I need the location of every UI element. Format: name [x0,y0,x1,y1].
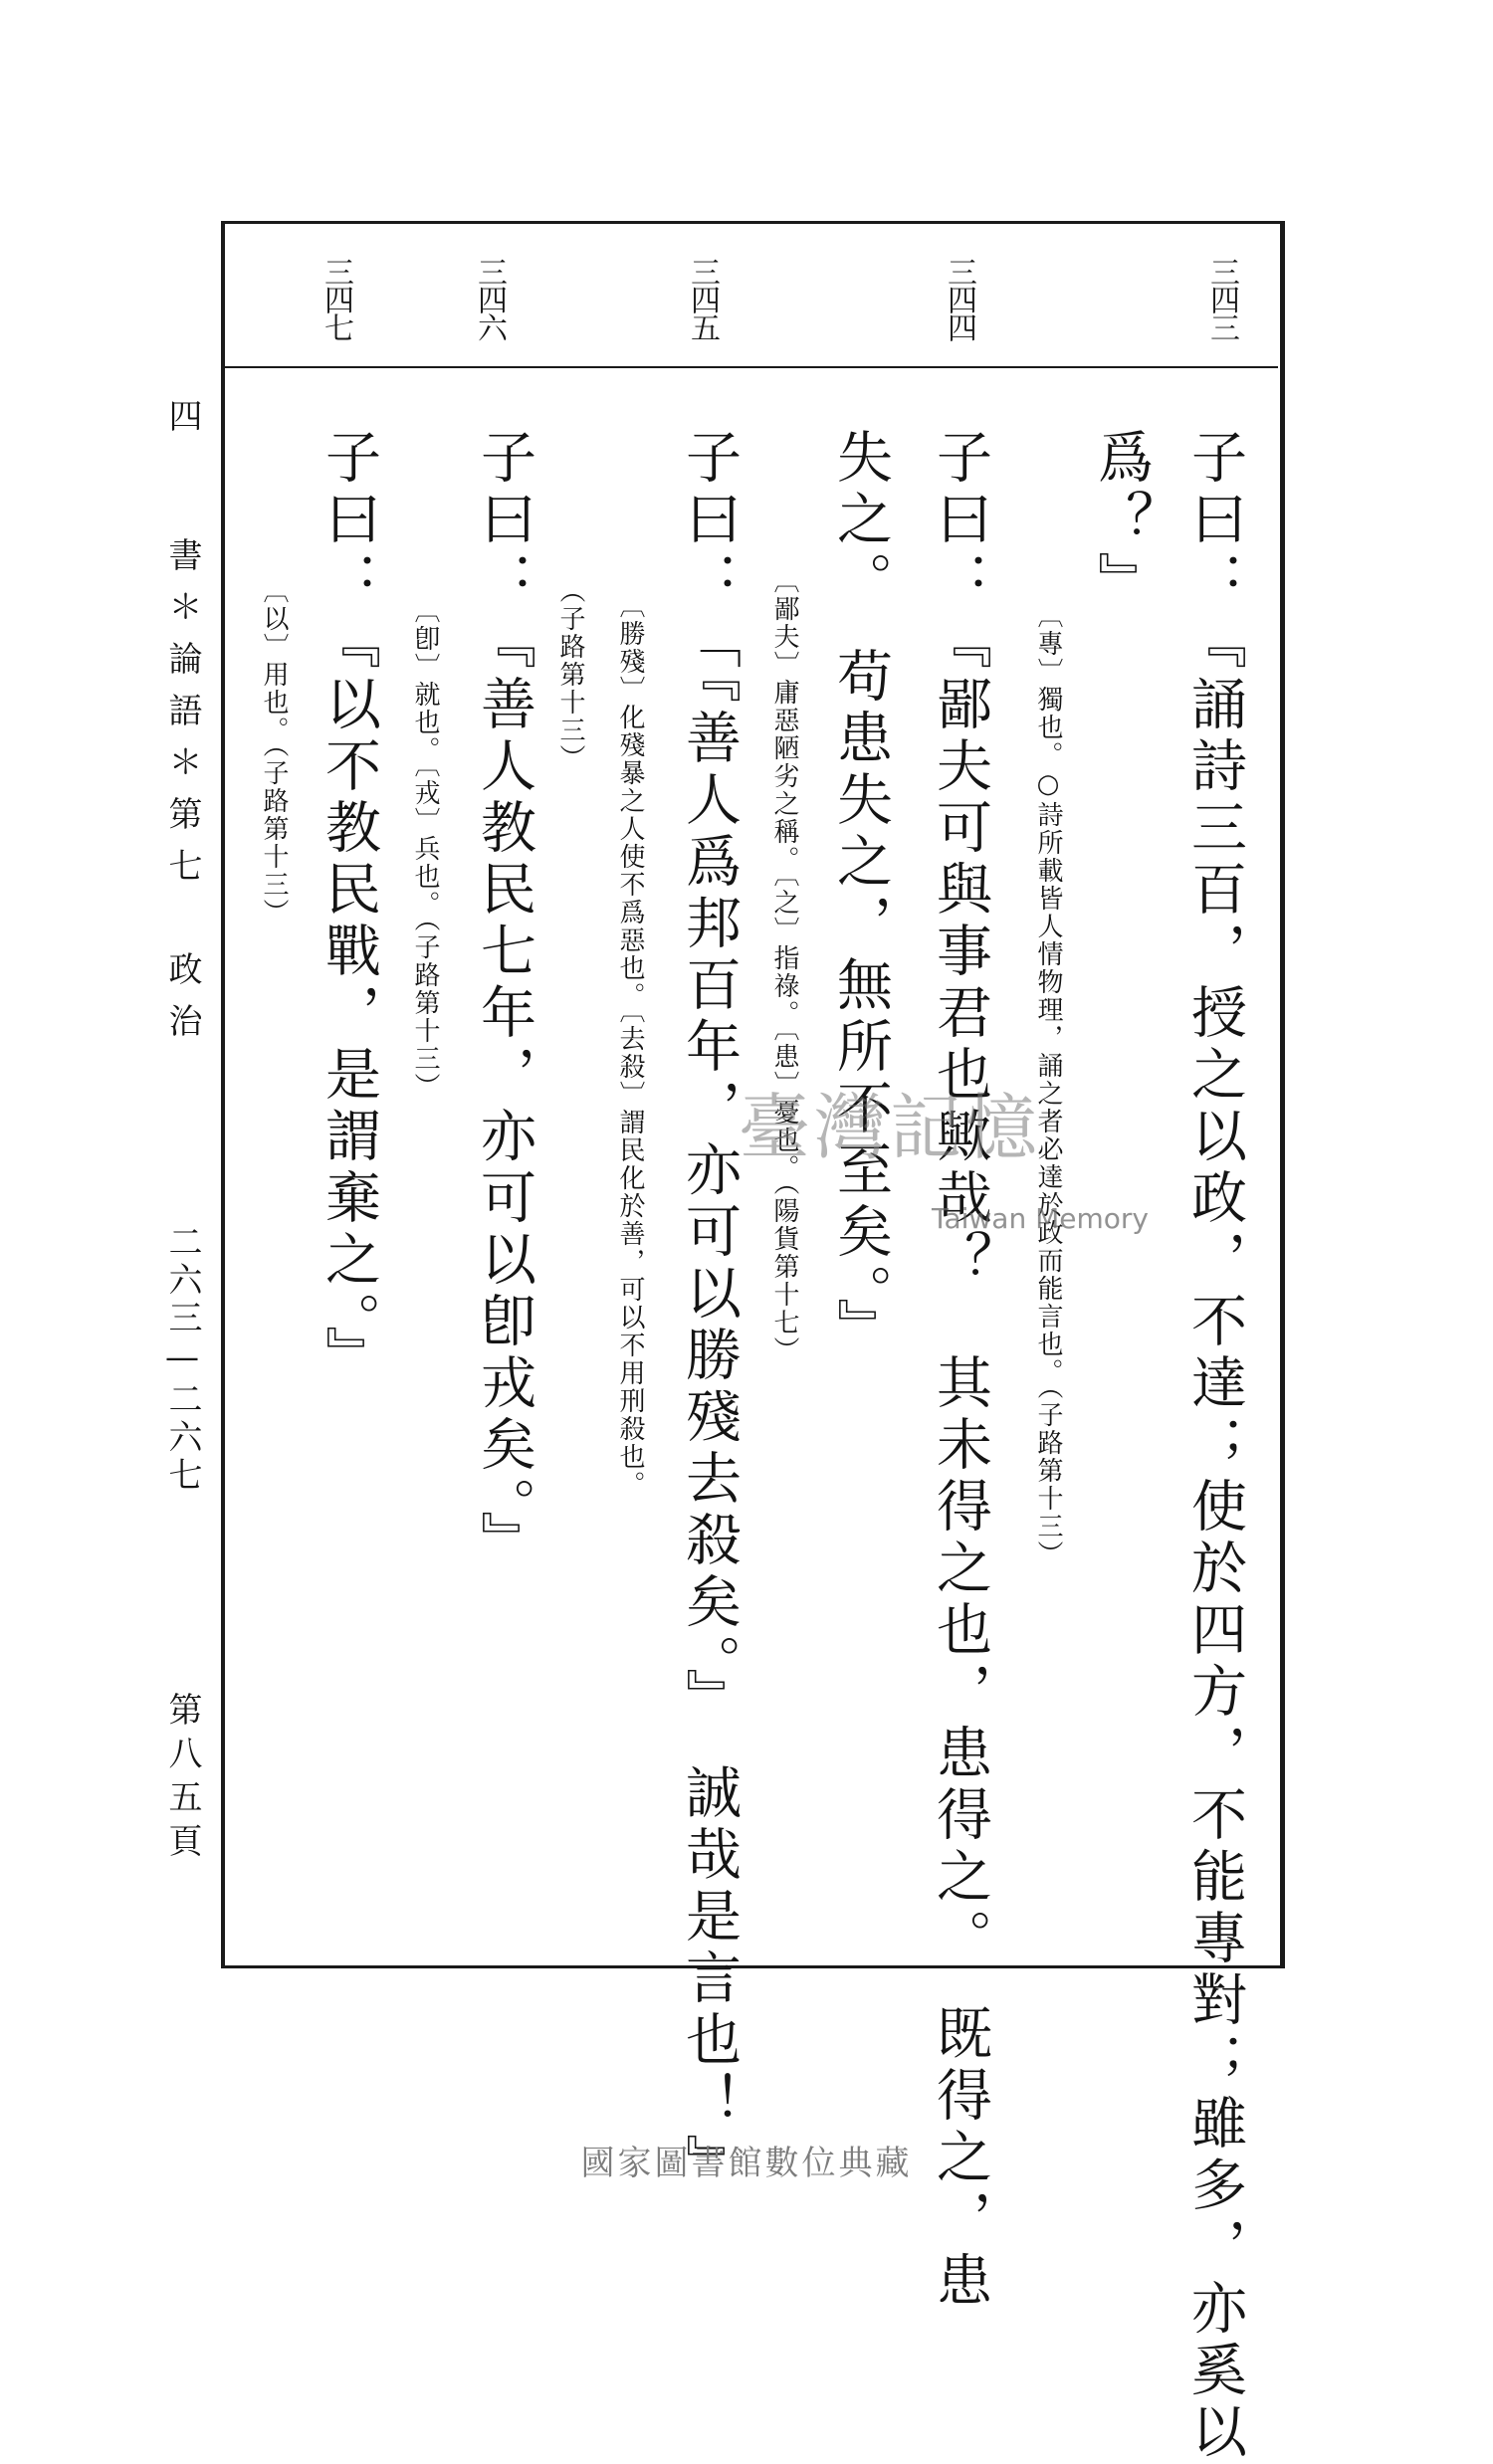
running-header-book: 四 [162,398,202,450]
header-rule [223,366,1278,368]
passage-344-line-2: 失之。 苟患失之，無所不至矣。』 [828,428,893,1359]
passage-345-note: 〔勝殘〕化殘暴之人使不爲惡也。〔去殺〕謂民化於善，可以不用刑殺也。 [615,592,645,1499]
passage-346-note: 〔卽〕就也。〔戎〕兵也。（子路第十三） [410,597,440,1101]
passage-347-note: 〔以〕用也。（子路第十三） [259,577,289,926]
passage-346-line-1: 子曰：『善人教民七年，亦可以卽戎矣。』 [472,428,536,1572]
section-number-346: 三四六 [472,257,507,340]
passage-345-citation: （子路第十三） [555,577,585,772]
section-number-343: 三四三 [1204,257,1239,340]
page-number: 第八五頁 [162,1692,202,1867]
library-footer: 國家圖書館數位典藏 [580,2144,913,2183]
running-header-range: 二六三—二六七 [162,1224,202,1495]
section-number-344: 三四四 [942,257,976,340]
watermark-logo: 臺灣記憶 [739,1086,1042,1169]
passage-343-note: 〔專〕獨也。○詩所載皆人情物理，誦之者必達於政而能言也。（子路第十三） [1033,602,1063,1568]
passage-344-line-1: 子曰：『鄙夫可與事君也歟哉？ 其未得之也，患得之。 既得之，患 [928,428,992,2313]
section-number-345: 三四五 [685,257,720,340]
passage-343-line-1: 子曰：『誦詩三百，授之以政，不達；使於四方，不能專對；雖多，亦奚以 [1182,428,1247,2464]
passage-345-line-1: 子曰：「『善人爲邦百年，亦可以勝殘去殺矣。』 誠哉是言也！』 [677,428,742,2195]
watermark-english: Taiwan Memory [932,1202,1149,1235]
passage-343-line-2: 爲？』 [1089,428,1154,613]
passage-344-note: 〔鄙夫〕庸惡陋劣之稱。〔之〕指祿。〔患〕憂也。（陽貨第十七） [769,567,799,1364]
section-number-347: 三四七 [319,257,353,340]
passage-347-line-1: 子曰：『以不教民戰，是謂棄之。』 [317,428,381,1387]
running-header-chapter: 書＊論語＊第七 政治 [162,537,202,1055]
